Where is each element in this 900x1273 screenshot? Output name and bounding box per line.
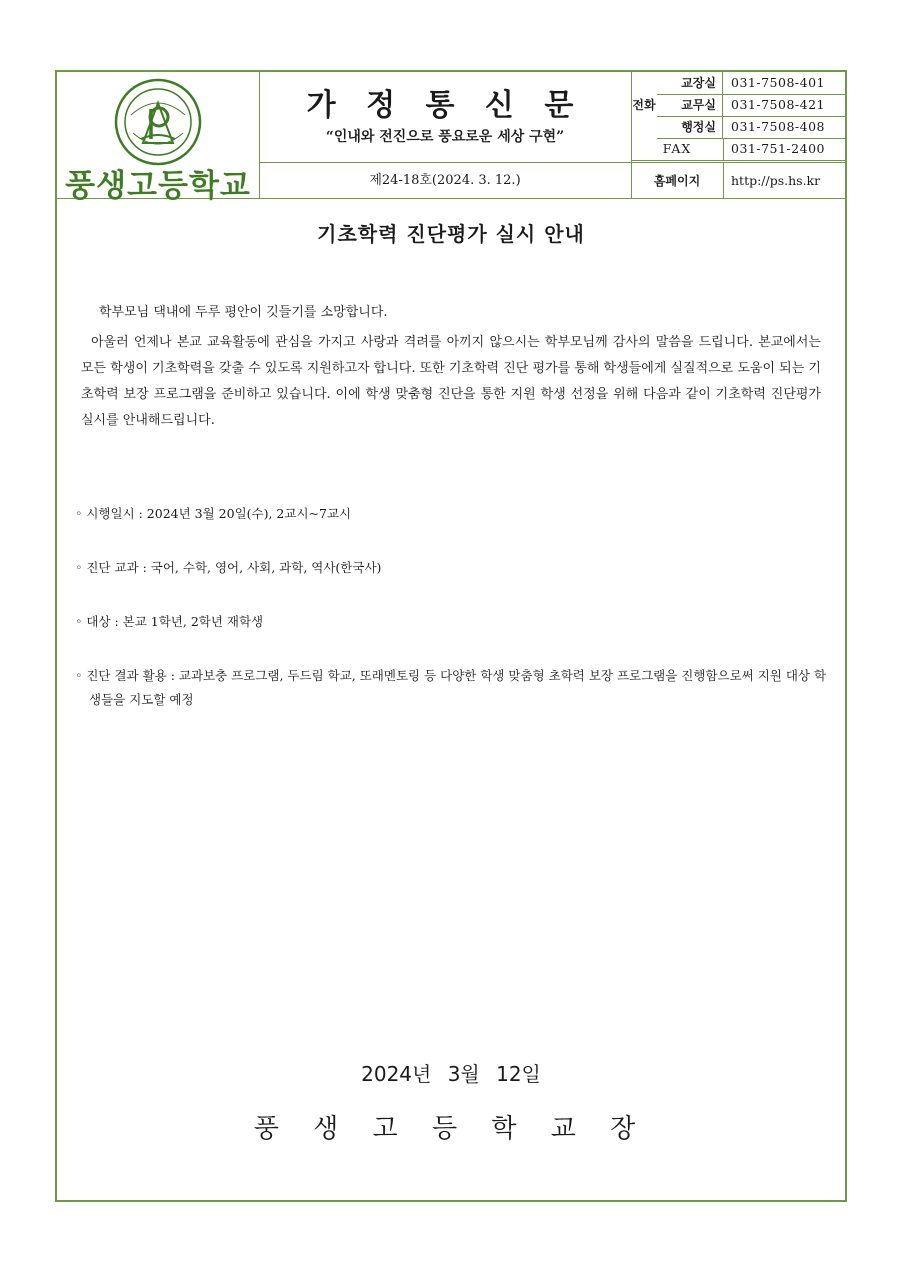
title-cell — [259, 72, 632, 198]
list-item-subjects: ◦ 진단 교과 : 국어, 수학, 영어, 사회, 과학, 역사(한국사) — [75, 560, 382, 575]
contact-number: 031-7508-401 — [731, 75, 825, 90]
contact-label: 행정실 — [657, 116, 723, 138]
fax-label: FAX — [631, 138, 724, 160]
phone-label: 전화 — [632, 98, 656, 112]
signature-principal: 풍 생 고 등 학 교 장 — [253, 1114, 649, 1144]
main-paragraph: 아울러 언제나 본교 교육활동에 관심을 가지고 사랑과 격려를 아끼지 않으시는 학부모님께 감사의 말씀을 드립니다. 본교에서는 모든 학생이 기초학력을 갖출 수 있도록 지원하고자 합니다. 또한 기초학력 진단 평가를 통해 학생들에게 실질적으로 도움이 되는 기초학력 보장 프로그램을 준비하고 있습니다. 이에 학생 맞춤형 진단을 통한 지원 학생 선정을 위해 다음과 같이 기초학력 진단평가 실시를 안내해드립니다. — [81, 335, 821, 428]
homepage-url: http://ps.hs.kr — [731, 173, 821, 188]
newsletter-title: 가 정 통 신 문 — [306, 88, 584, 123]
list-item-usage: ◦ 진단 결과 활용 : 교과보충 프로그램, 두드림 학교, 또래멘토링 등 다양한 학생 맞춤형 초학력 보장 프로그램을 진행함으로써 지원 대상 학생들을 지도할 예정 — [75, 668, 827, 707]
contact-row-principal — [657, 72, 845, 95]
contact-row-academic — [657, 94, 845, 117]
greeting-paragraph: 학부모님 댁내에 두루 평안이 깃들기를 소망합니다. — [99, 305, 388, 320]
list-item-target: ◦ 대상 : 본교 1학년, 2학년 재학생 — [75, 614, 264, 629]
school-name-logo: 풍생고등학교 — [65, 168, 251, 204]
fax-number: 031-751-2400 — [731, 141, 825, 156]
issue-number: 제24-18호(2024. 3. 12.) — [259, 162, 631, 199]
school-logo-cell — [57, 72, 260, 204]
document-title: 기초학력 진단평가 실시 안내 — [317, 222, 585, 246]
list-item-schedule: ◦ 시행일시 : 2024년 3월 20일(수), 2교시~7교시 — [75, 506, 352, 521]
newsletter-page — [55, 70, 847, 1202]
contact-table — [631, 72, 845, 198]
contact-label: 교장실 — [657, 72, 723, 94]
contact-label: 교무실 — [657, 94, 723, 116]
contact-row-admin — [657, 116, 845, 139]
signature-date: 2024년 3월 12일 — [361, 1062, 541, 1086]
letterhead — [57, 72, 845, 204]
contact-number: 031-7508-421 — [731, 97, 825, 112]
school-emblem-icon — [113, 77, 203, 167]
contact-row-homepage — [631, 162, 845, 199]
contact-row-fax — [631, 138, 845, 161]
school-motto: “인내와 전진으로 풍요로운 세상 구현” — [325, 129, 565, 145]
contact-number: 031-7508-408 — [731, 119, 825, 134]
homepage-label: 홈페이지 — [631, 163, 724, 199]
